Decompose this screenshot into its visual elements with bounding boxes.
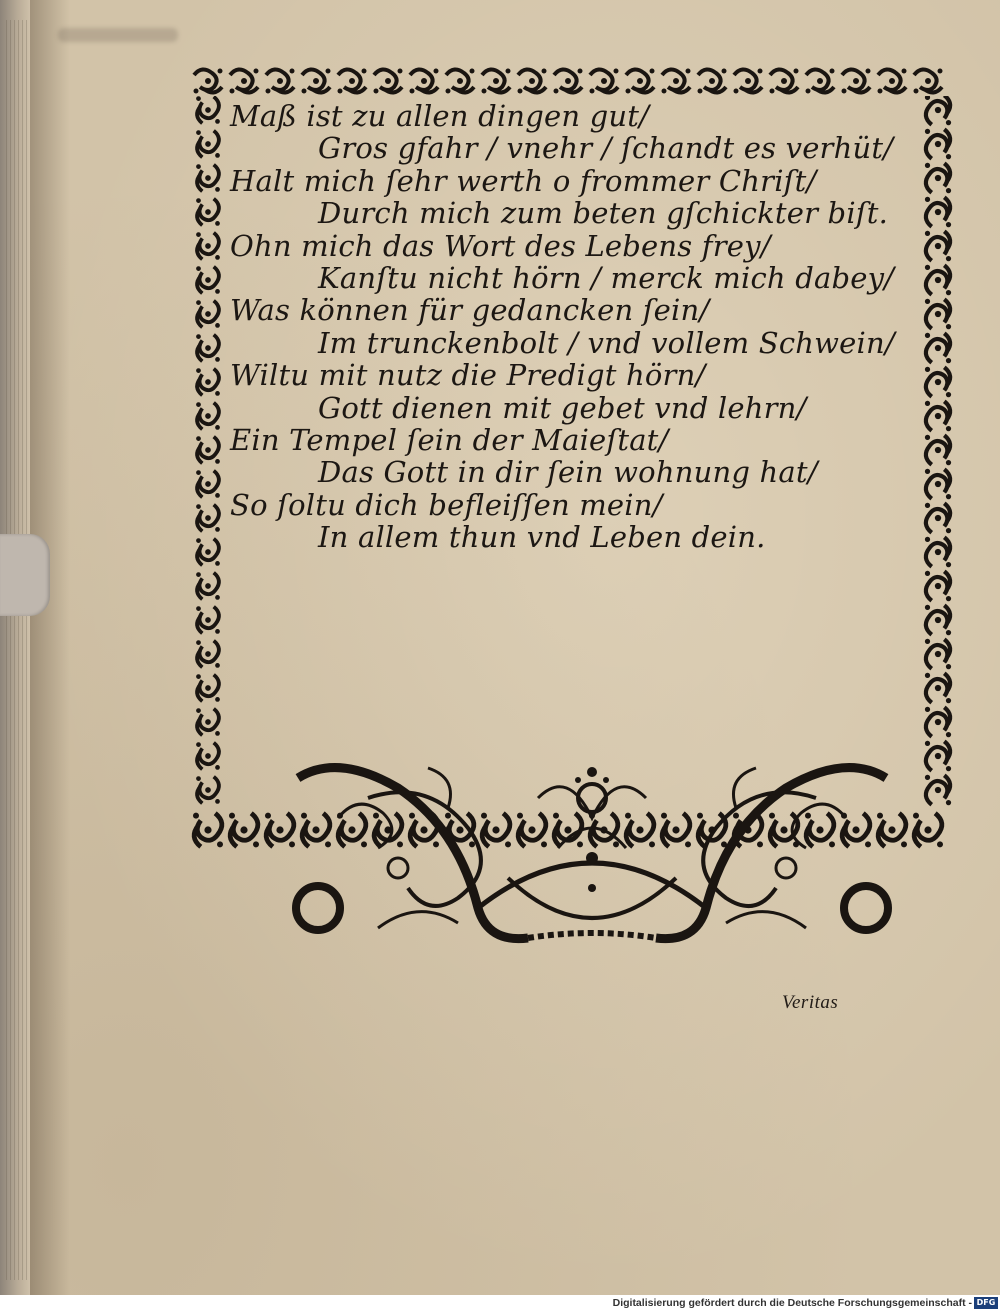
poem-line: Gros gfahr / vnehr / ſchandt es verhüt/ bbox=[318, 131, 894, 166]
footer-bar bbox=[0, 1295, 1000, 1312]
catchword: Veritas bbox=[782, 992, 839, 1013]
gutter-shadow bbox=[30, 0, 70, 1295]
poem-line: Wiltu mit nutz die Predigt hörn/ bbox=[230, 358, 706, 393]
poem-line: Kanſtu nicht hörn / merck mich dabey/ bbox=[318, 260, 895, 295]
decorative-vignette bbox=[278, 758, 906, 950]
footer-credit: Digitalisierung gefördert durch die Deutsche Forschungsgemeinschaft - bbox=[612, 1297, 972, 1309]
poem-line: In allem thun vnd Leben dein. bbox=[318, 520, 766, 555]
poem-line: Das Gott in dir ſein wohnung hat/ bbox=[318, 455, 818, 490]
poem-line: Durch mich zum beten gſchickter biſt. bbox=[318, 196, 888, 231]
poem-line: Im trunckenbolt / vnd vollem Schwein/ bbox=[318, 325, 895, 360]
ink-smudge bbox=[58, 28, 178, 42]
poem-line: Ohn mich das Wort des Lebens frey/ bbox=[230, 228, 771, 263]
dfg-logo-icon: DFG bbox=[974, 1297, 998, 1309]
poem-line: Halt mich ſehr werth o frommer Chriſt/ bbox=[230, 163, 817, 198]
poem-line: So ſoltu dich befleiſſen mein/ bbox=[230, 487, 663, 522]
page-tab bbox=[0, 534, 50, 616]
poem-line: Maß ist zu allen dingen gut/ bbox=[230, 99, 650, 133]
poem-line: Gott dienen mit gebet vnd lehrn/ bbox=[318, 390, 807, 425]
poem-text bbox=[230, 99, 895, 555]
poem-line: Was können für gedancken ſein/ bbox=[230, 293, 710, 328]
border-right-ornament bbox=[914, 96, 962, 808]
border-left-ornament bbox=[188, 96, 228, 808]
poem-line: Ein Tempel ſein der Maieſtat/ bbox=[230, 422, 669, 457]
